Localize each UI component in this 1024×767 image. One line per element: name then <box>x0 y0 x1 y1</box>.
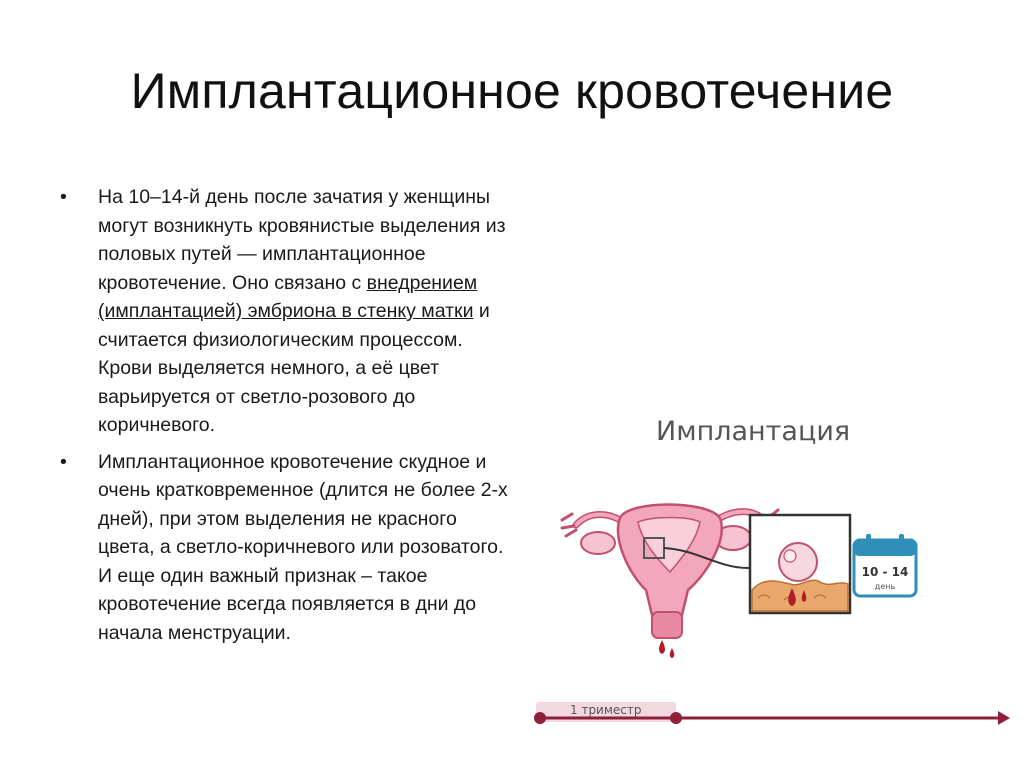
bullet-1-text-after: и считается физиологическим процессом. Крови выделяется немного, а её цвет варьируется от светло-розового до коричневого. <box>98 300 490 436</box>
page-title: Имплантационное кровотечение <box>130 63 894 119</box>
calendar-label: день <box>874 582 896 591</box>
calendar-days: 10 - 14 <box>861 565 909 579</box>
bullet-1-text <box>98 183 510 440</box>
implantation-zoom-box <box>750 515 850 613</box>
pregnancy-timeline <box>534 702 1010 725</box>
illustration-heading: Имплантация <box>656 416 851 447</box>
text-column <box>60 183 510 655</box>
calendar-icon <box>854 534 916 596</box>
bullet-1 <box>60 183 510 440</box>
bullet-marker: • <box>60 450 67 473</box>
bullet-marker: • <box>60 186 67 208</box>
bullet-2-text: Имплантационное кровотечение скудное и очень кратковременное (длится не более 2-х дней), при этом выделения не красного цвета, а светло-коричневого или розоватого. И еще один важный признак – такое кровотечение всегда появляется в дни до начала менструации. <box>98 450 508 644</box>
bullet-1-text-before: На 10–14-й день после зачатия у женщины могут возникнуть кровянистые выделения из половых путей — имплантационное кровотечение. Оно связано с <box>98 186 506 294</box>
timeline-label: 1 триместр <box>570 703 642 717</box>
implantation-illustration <box>528 400 1018 740</box>
bullet-2 <box>60 448 510 648</box>
implantation-link[interactable]: внедрением (имплантацией) эмбриона в стенку матки <box>98 271 478 322</box>
